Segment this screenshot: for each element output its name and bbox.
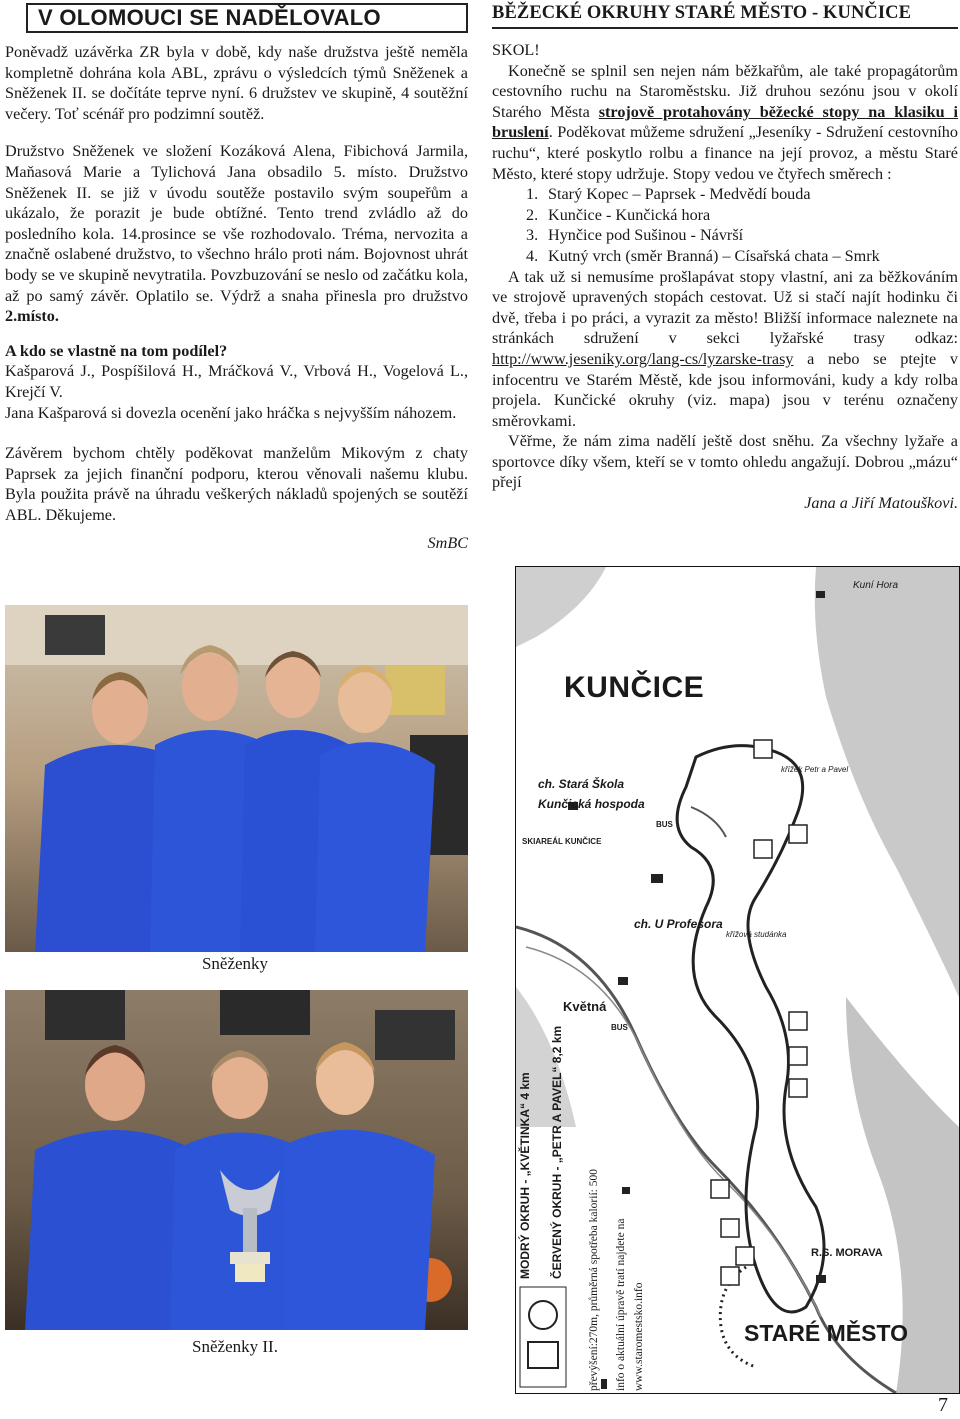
right-paragraph-1: [492, 61, 958, 185]
right-signature: Jana a Jiří Matouškovi.: [804, 494, 958, 513]
map-label-skiareal: SKIAREÁL KUNČICE: [522, 837, 602, 846]
photo-caption-1: Sněženky: [201, 954, 269, 973]
left-paragraph-4: Závěrem bychom chtěly poděkovat manželům Mikovým z chaty Paprsek za jejich finanční podporu, kterou věnovali našemu klubu. Byla použita právě na úhradu veškerých nákladů spojených se soutěží ABL. Děkujeme.: [5, 444, 468, 524]
map-label-stare-mesto: STARÉ MĚSTO: [744, 1320, 908, 1346]
map-label-kuni-hora: Kuní Hora: [853, 580, 899, 591]
track-directions-list: [492, 184, 958, 266]
right-greeting: SKOL!: [492, 41, 540, 59]
map-label-bus: BUS: [656, 820, 673, 829]
list-item: [492, 205, 958, 226]
map-label-u-profesora: ch. U Profesora: [634, 917, 723, 931]
left-paragraph-1: Poněvadž uzávěrka ZR byla v době, kdy naše družstva ještě neměla kompletně dohrána kola ABL, zprávu o výsledcích týmů Sněženek a Sněženek II. se dočítáte teprve nyní. 6 družstev ve skupině, 4 soutěžní večery. Toť scénář pro podzimní soutěž.: [5, 43, 468, 123]
team-photo-snezenky: [5, 605, 468, 952]
list-item-text: Kunčice - Kunčická hora: [548, 205, 711, 224]
legend-red-loop: ČERVENÝ OKRUH - „PETR A PAVEL“ 8,2 km: [550, 1025, 564, 1279]
map-label-hospoda: Kunčická hospoda: [538, 797, 645, 811]
map-label-krizek: křížek Petr a Pavel: [781, 765, 849, 774]
list-item-text: Hynčice pod Sušinou - Návrší: [548, 226, 744, 245]
list-item-number: 4.: [526, 246, 539, 265]
list-item: [492, 225, 958, 246]
legend-info-3: www.staromestsko.info: [633, 1282, 645, 1391]
right-article-body: [492, 40, 958, 514]
right-paragraph-2-rest: a nebo se ptejte v infocentru ve Starém Městě, kde jsou informováni, kudy a kdy rolba projela. Kunčické okruhy (viz. mapa) jsou v terénu označeny směrovkami.: [492, 349, 958, 430]
player-names: Kašparová J., Pospíšilová H., Mráčková V., Vrbová H., Vogelová L., Krejčí V.: [5, 362, 468, 401]
article-title-right: BĚŽECKÉ OKRUHY STARÉ MĚSTO - KUNČICE: [492, 3, 958, 29]
jeseniky-url-link[interactable]: http://www.jeseniky.org/lang-cs/lyzarske-trasy: [492, 349, 794, 368]
ski-track-map: [515, 566, 960, 1394]
left-signature: SmBC: [427, 534, 468, 553]
right-paragraph-2: [492, 267, 958, 432]
map-label-rs-morava: R.S. MORAVA: [811, 1247, 883, 1259]
map-label-kuncice: KUNČICE: [564, 671, 705, 704]
article-title-left: V OLOMOUCI SE NADĚLOVALO: [26, 3, 468, 33]
right-paragraph-1-text: Konečně se splnil sen nejen nám běžkařům, ale také propagátorům cestovního ruchu na Staroměstsku. Již druhou sezónu jsou v okolí Starého Města: [492, 61, 958, 121]
list-item: [492, 184, 958, 205]
left-paragraph-3: Jana Kašparová si dovezla ocenění jako hráčka s nejvyšším náhozem.: [5, 403, 457, 422]
legend-info-2: info o aktuální úpravě tratí najdete na: [615, 1218, 627, 1391]
legend-info-1: převýšení:270m, průměrná spotřeba kalorií: 500: [588, 1169, 600, 1391]
right-paragraph-3: Věřme, že nám zima nadělí ještě dost sněhu. Za všechny lyžaře a sportovce díky všem, kteří se v tomto ohledu angažují. Dobrou „mázu“ přejí: [492, 432, 958, 492]
list-item-text: Kutný vrch (směr Branná) – Císařská chata – Smrk: [548, 246, 880, 265]
result-place: 2.místo.: [5, 307, 59, 326]
map-label-kvetna: Květná: [563, 999, 607, 1014]
list-item-number: 2.: [526, 205, 539, 224]
team-photo-snezenky-ii: [5, 990, 468, 1330]
page-number: 7: [938, 1394, 948, 1416]
left-subheading: A kdo se vlastně na tom podílel?: [5, 341, 228, 360]
legend-blue-loop: MODRÝ OKRUH - „KVĚTINKA“ 4 km: [518, 1072, 532, 1279]
right-paragraph-1-rest: . Poděkovat můžeme sdružení „Jeseníky - Sdružení cestovního ruchu“, které poskytlo rolbu a finance na její provoz, a městu Staré Město, které stopy udržuje. Stopy vedou ve čtyřech směrech :: [492, 123, 958, 183]
photo-caption-2: Sněženky II.: [192, 1337, 278, 1356]
list-item: [492, 246, 958, 267]
left-paragraph-2: [5, 141, 468, 326]
left-paragraph-2-text: Družstvo Sněženek ve složení Kozáková Alena, Fibichová Jarmila, Maňasová Marie a Tylichová Jana obsadilo 5. místo. Družstvo Sněženek II. se již v úvodu soutěže postavilo svým soupeřům a ukázalo, že porazit je bude obtížné. Tento trend zvládlo až do posledního kola. 14.prosince se vše rozhodovalo. Tréma, nervozita a značně oslabené družstvo, to všechno hrálo proti nám. Bojovnost uhrát body se ve skupině nevytratila. Povzbuzování se neslo od začátku kola, až po samý závěr. Oplatilo se. Výdrž a snaha přinesla pro družstvo: [5, 142, 468, 305]
list-item-number: 1.: [526, 185, 539, 204]
groomed-tracks-link: strojově protahovány běžecké stopy na klasiku i bruslení: [492, 102, 958, 142]
list-item-text: Starý Kopec – Paprsek - Medvědí bouda: [548, 185, 811, 204]
map-label-stara-skola: ch. Stará Škola: [538, 777, 625, 791]
right-paragraph-2-text: A tak už si nemusíme prošlapávat stopy vlastní, ani za běžkováním ve strojově upravených stopách cestovat. Už si stačí najít hodinku či dvě, třeba i po práci, a vyrazit za město! Bližší informace naleznete na stránkách sdružení v sekci lyžařské trasy odkaz:: [492, 267, 958, 348]
list-item-number: 3.: [526, 226, 539, 245]
left-article-body: [5, 42, 468, 554]
map-label-studanka: křížová studánka: [726, 930, 787, 939]
map-label-bus-2: BUS: [611, 1023, 628, 1032]
